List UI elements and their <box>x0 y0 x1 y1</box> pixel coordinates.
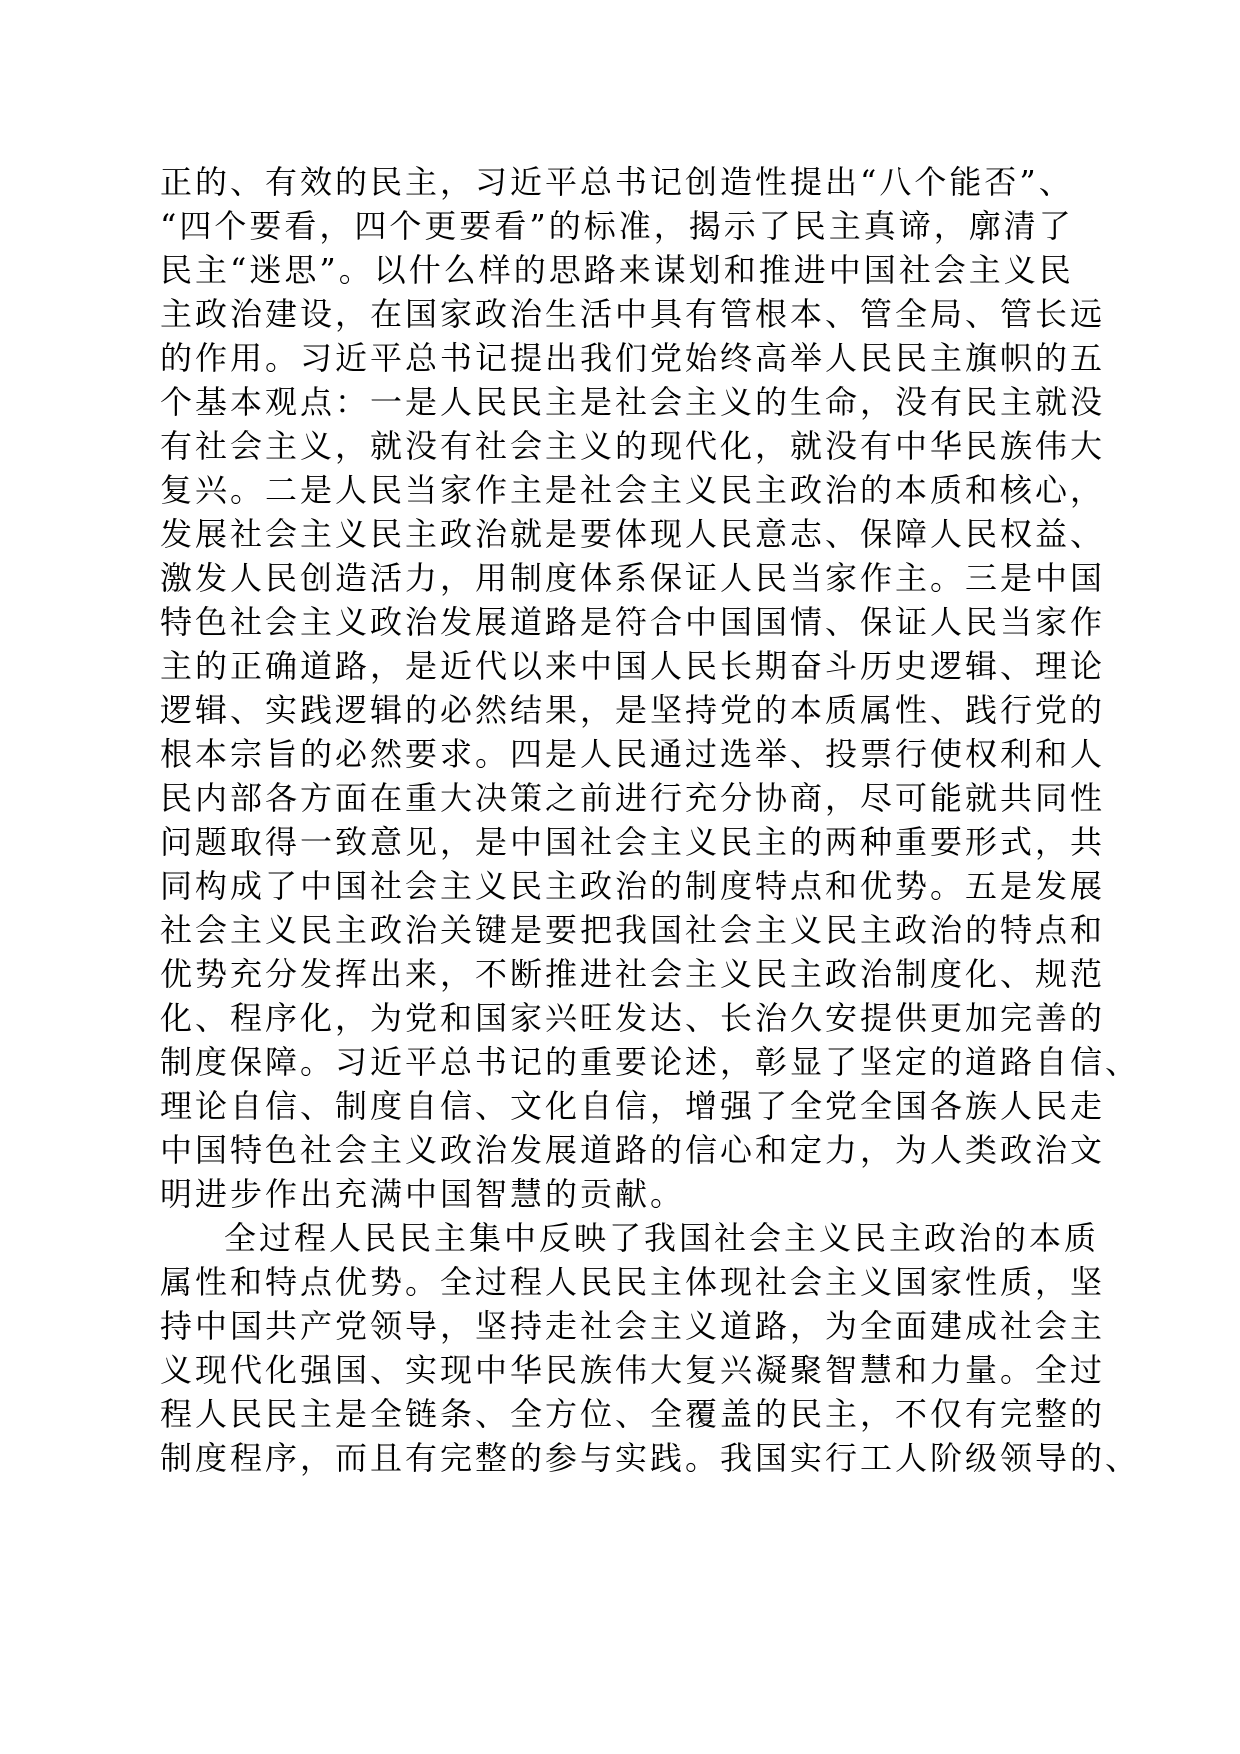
body-text <box>160 160 1141 1480</box>
text-line: 制度保障。习近平总书记的重要论述，彰显了坚定的道路自信、 <box>160 1043 1141 1081</box>
text-line: 特色社会主义政治发展道路是符合中国国情、保证人民当家作 <box>160 603 1106 641</box>
text-line: 化、程序化，为党和国家兴旺发达、长治久安提供更加完善的 <box>160 999 1106 1037</box>
text-line: 程人民民主是全链条、全方位、全覆盖的民主，不仅有完整的 <box>160 1395 1106 1433</box>
text-line: 优势充分发挥出来，不断推进社会主义民主政治制度化、规范 <box>160 955 1106 993</box>
text-line: 中国特色社会主义政治发展道路的信心和定力，为人类政治文 <box>160 1131 1106 1169</box>
text-line: 明进步作出充满中国智慧的贡献。 <box>160 1175 686 1213</box>
text-line: 正的、有效的民主，习近平总书记创造性提出“八个能否”、 <box>160 163 1074 201</box>
text-line: 主的正确道路，是近代以来中国人民长期奋斗历史逻辑、理论 <box>160 647 1106 685</box>
text-line: 主政治建设，在国家政治生活中具有管根本、管全局、管长远 <box>160 295 1106 333</box>
text-line: 同构成了中国社会主义民主政治的制度特点和优势。五是发展 <box>160 867 1106 905</box>
text-line: 民内部各方面在重大决策之前进行充分协商，尽可能就共同性 <box>160 779 1106 817</box>
text-line: 有社会主义，就没有社会主义的现代化，就没有中华民族伟大 <box>160 427 1106 465</box>
text-line: 个基本观点：一是人民民主是社会主义的生命，没有民主就没 <box>160 383 1106 421</box>
text-line: 属性和特点优势。全过程人民民主体现社会主义国家性质，坚 <box>160 1263 1106 1301</box>
text-line: 问题取得一致意见，是中国社会主义民主的两种重要形式，共 <box>160 823 1106 861</box>
text-line: 持中国共产党领导，坚持走社会主义道路，为全面建成社会主 <box>160 1307 1106 1345</box>
text-line: 根本宗旨的必然要求。四是人民通过选举、投票行使权利和人 <box>160 735 1106 773</box>
text-line: 义现代化强国、实现中华民族伟大复兴凝聚智慧和力量。全过 <box>160 1351 1106 1389</box>
text-line: 发展社会主义民主政治就是要体现人民意志、保障人民权益、 <box>160 515 1106 553</box>
text-line: 逻辑、实践逻辑的必然结果，是坚持党的本质属性、践行党的 <box>160 691 1106 729</box>
text-line: 社会主义民主政治关键是要把我国社会主义民主政治的特点和 <box>160 911 1106 949</box>
text-line: 复兴。二是人民当家作主是社会主义民主政治的本质和核心， <box>160 471 1106 509</box>
text-line: 民主“迷思”。以什么样的思路来谋划和推进中国社会主义民 <box>160 251 1074 289</box>
text-line: 激发人民创造活力，用制度体系保证人民当家作主。三是中国 <box>160 559 1106 597</box>
text-line: 的作用。习近平总书记提出我们党始终高举人民民主旗帜的五 <box>160 339 1106 377</box>
text-line: 制度程序，而且有完整的参与实践。我国实行工人阶级领导的、 <box>160 1439 1141 1477</box>
text-line: 理论自信、制度自信、文化自信，增强了全党全国各族人民走 <box>160 1087 1106 1125</box>
paragraph-first-line: 全过程人民民主集中反映了我国社会主义民主政治的本质 <box>224 1219 1100 1257</box>
text-line: “四个要看，四个更要看”的标准，揭示了民主真谛，廓清了 <box>160 207 1074 245</box>
